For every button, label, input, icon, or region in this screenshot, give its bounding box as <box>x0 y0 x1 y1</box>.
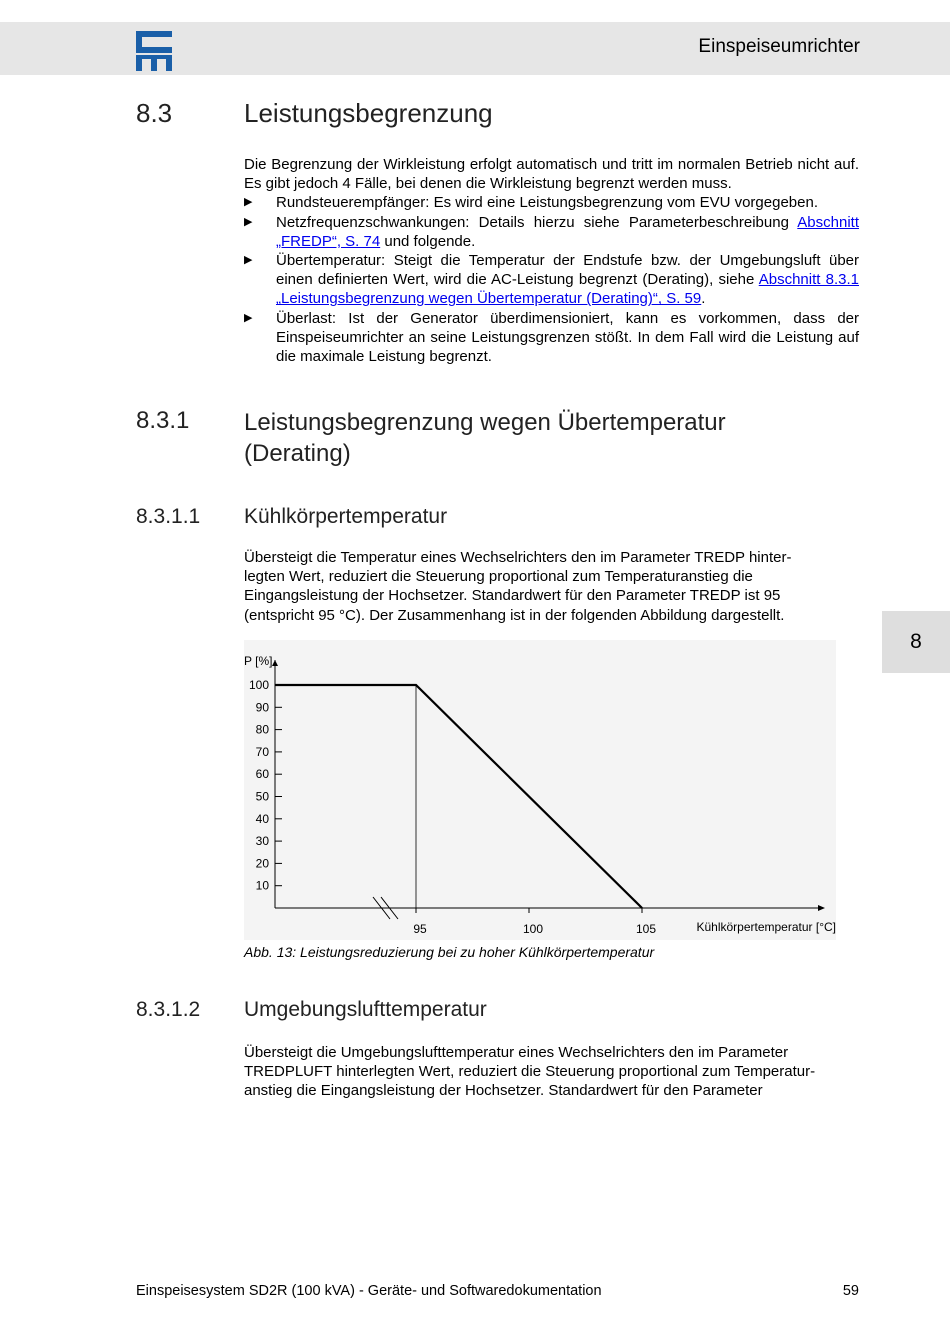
body-line: anstieg die Eingangsleistung der Hochsetzer. Standardwert für den Parameter <box>244 1082 763 1100</box>
bullet-text: Überlast: Ist der Generator überdimensioniert, kann es vorkommen, dass der Einspeiseumrichter an seine Leistungsgrenzen stößt. In dem Fall wird die Leistung auf die maximale Leistung begrenzt. <box>276 309 859 366</box>
section-8-3-body <box>244 155 859 366</box>
footer-doc-title: Einspeisesystem SD2R (100 kVA) - Geräte- und Softwaredokumentation <box>136 1283 602 1299</box>
y-tick-label: 50 <box>255 789 269 804</box>
x-tick-label: 95 <box>413 922 427 936</box>
bullet-text: Rundsteuerempfänger: Es wird eine Leistungsbegrenzung vom EVU vorgegeben. <box>276 194 818 212</box>
intro-paragraph: Die Begrenzung der Wirkleistung erfolgt automatisch und tritt im normalen Betrieb nicht auf. Es gibt jedoch 4 Fälle, bei denen die Wirkleistung begrenzt werden muss. <box>244 156 859 193</box>
section-8-3-1-2-body <box>244 1043 859 1101</box>
section-8-3-1-1-body <box>244 548 859 625</box>
y-tick-label: 30 <box>255 834 269 849</box>
y-tick-label: 40 <box>255 811 269 826</box>
y-tick-label: 100 <box>248 678 269 692</box>
bullet-list <box>244 193 859 366</box>
bullet-text: Netzfrequenzschwankungen: Details hierzu siehe Parameterbeschreibung <box>276 213 798 231</box>
header-title: Einspeiseumrichter <box>698 36 860 57</box>
y-tick-label: 90 <box>255 700 269 715</box>
section-8-3-title: Leistungsbegrenzung <box>244 98 493 128</box>
y-tick-label: 70 <box>255 744 269 759</box>
bullet-item <box>244 213 859 251</box>
y-axis-label: P [%] <box>244 654 273 668</box>
x-tick-label: 100 <box>522 922 544 936</box>
body-line: TREDPLUFT hinterlegten Wert, reduziert die Steuerung proportional zum Temperatur- <box>244 1063 816 1081</box>
bullet-item <box>244 251 859 309</box>
footer-page-number: 59 <box>842 1283 859 1299</box>
link-fredp[interactable]: Abschnitt „FREDP“, S. 74 <box>276 213 859 250</box>
body-line: Eingangsleistung der Hochsetzer. Standardwert für den Parameter TREDP ist 95 <box>244 587 781 605</box>
y-tick-label: 20 <box>255 856 269 871</box>
section-8-3-1-number: 8.3.1 <box>136 407 190 434</box>
body-line: (entspricht 95 °C). Der Zusammenhang ist in der folgenden Abbildung dargestellt. <box>244 606 785 624</box>
link-section-8-3-1[interactable]: Abschnitt 8.3.1 „Leistungsbegrenzung wegen Übertemperatur (Derating)“, S. 59 <box>276 271 859 308</box>
bullet-marker-icon: ▶ <box>244 254 253 267</box>
y-tick-label: 80 <box>255 722 269 737</box>
section-8-3-1-2-title: Umgebungslufttemperatur <box>244 998 487 1021</box>
section-8-3-1-title-line: (Derating) <box>244 440 351 467</box>
chapter-tab: 8 <box>882 611 950 673</box>
body-line: legten Wert, reduziert die Steuerung proportional zum Temperaturanstieg die <box>244 568 753 586</box>
derating-chart <box>244 640 836 940</box>
figure-caption: Abb. 13: Leistungsreduzierung bei zu hoher Kühlkörpertemperatur <box>244 944 655 960</box>
body-line: Übersteigt die Temperatur eines Wechselrichters den im Parameter TREDP hinter- <box>244 549 792 566</box>
y-tick-label: 10 <box>255 878 269 893</box>
y-tick-label: 60 <box>255 767 269 782</box>
section-8-3-1-2-number: 8.3.1.2 <box>136 998 201 1021</box>
bullet-item <box>244 193 859 212</box>
bullet-item <box>244 309 859 367</box>
section-8-3-1-title <box>244 407 726 469</box>
section-8-3-1-1-number: 8.3.1.1 <box>136 505 201 528</box>
bullet-text: Übertemperatur: Steigt die Temperatur der Endstufe bzw. der Umgebungsluft über einen definierten Wert, wird die AC-Leistung begrenzt (Derating), siehe <box>276 252 859 289</box>
section-8-3-number: 8.3 <box>136 98 173 128</box>
x-tick-label: 105 <box>635 922 657 936</box>
bullet-marker-icon: ▶ <box>244 215 253 228</box>
section-8-3-1-title-line: Leistungsbegrenzung wegen Übertemperatur <box>244 409 726 436</box>
bullet-marker-icon: ▶ <box>244 196 253 209</box>
section-8-3-1-1-title: Kühlkörpertemperatur <box>244 505 448 528</box>
company-logo <box>136 31 172 71</box>
bullet-text: und folgende. <box>380 232 476 250</box>
bullet-marker-icon: ▶ <box>244 311 253 324</box>
body-line: Übersteigt die Umgebungslufttemperatur eines Wechselrichters den im Parameter <box>244 1044 789 1061</box>
x-axis-label: Kühlkörpertemperatur [°C] <box>696 920 836 934</box>
bullet-text: . <box>701 290 706 308</box>
